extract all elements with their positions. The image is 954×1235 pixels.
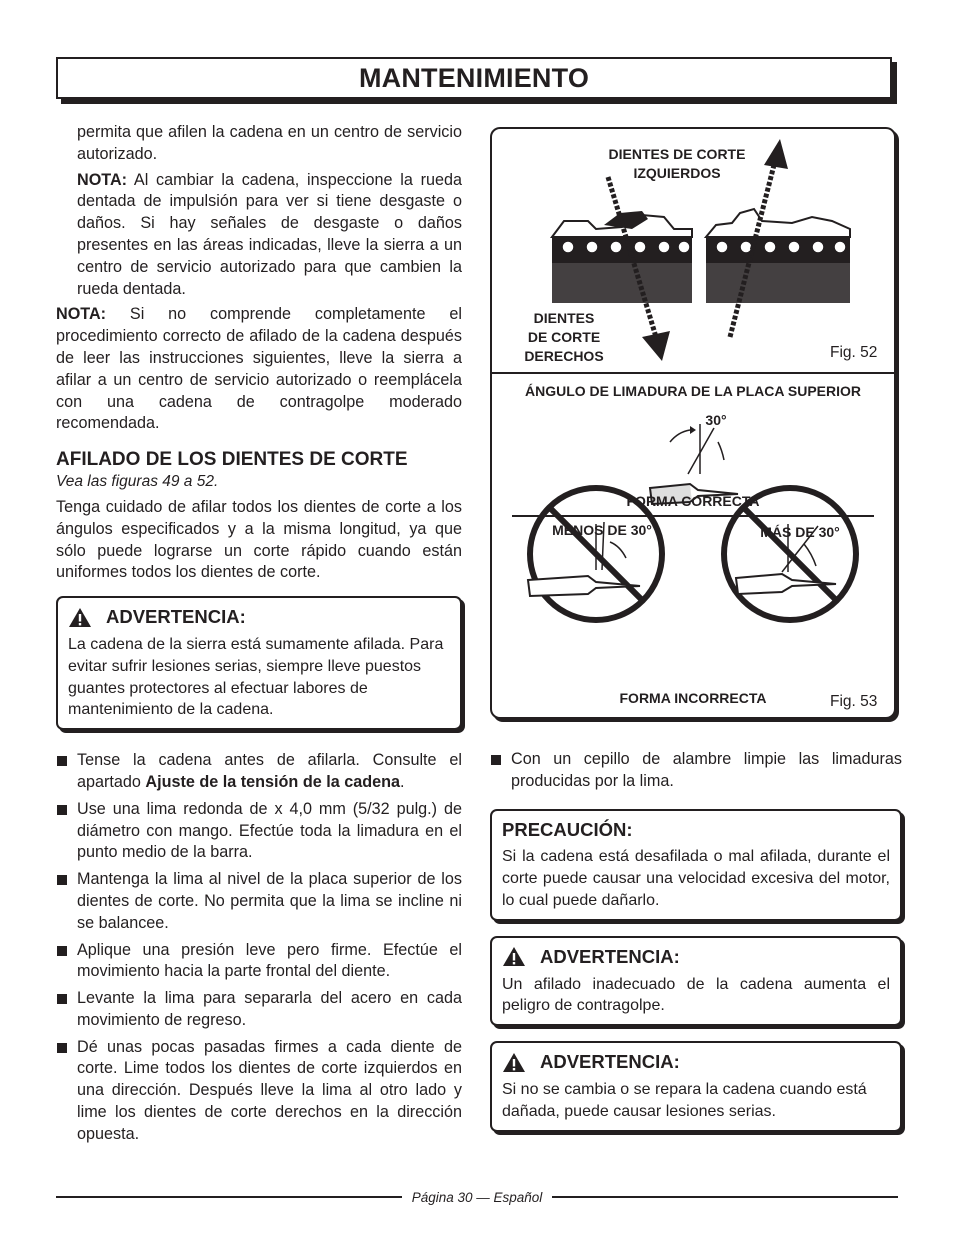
note-text: Al cambiar la cadena, inspeccione la rueda dentada de impulsión para ver si tiene desgaste o daños. Si hay señales de desgaste o daños presentes en las áreas indicadas, lleve la sierra a un centro de servicio autorizado para que cambien la rueda dentada. [77, 170, 462, 298]
label-right-teeth-1: DIENTES [533, 310, 595, 326]
page-footer [56, 1187, 898, 1207]
warning-box-gloves [56, 596, 462, 730]
warning-text: Un afilado inadecuado de la cadena aumenta el peligro de contragolpe. [502, 975, 890, 1015]
warning-box-kickback [490, 936, 902, 1026]
footer-rule-left [56, 1196, 402, 1198]
figure-52-label: Fig. 52 [830, 344, 878, 361]
note-sprocket [56, 170, 462, 301]
section-subtitle: Vea las figuras 49 a 52. [56, 473, 219, 491]
label-right-teeth-3: DERECHOS [524, 348, 604, 364]
list-item-text: Tense la cadena antes de afilarla. Consulte el apartado [77, 751, 462, 791]
footer-rule-right [552, 1196, 898, 1198]
list-item: Mantenga la lima al nivel de la placa superior de los dientes de corte. No permita que la lima se incline ni se balancee. [56, 869, 462, 934]
warning-triangle-icon [68, 607, 92, 628]
warning-triangle-icon [502, 946, 526, 967]
list-item: Use una lima redonda de x 4,0 mm (5/32 pulg.) de diámetro con mango. Efectúe toda la limadura en el punto medio de la barra. [56, 799, 462, 864]
cleaning-steps [490, 749, 902, 793]
caution-text: Si la cadena está desafilada o mal afilada, durante el corte puede causar una velocidad excesiva del motor, lo cual puede dañarlo. [502, 848, 890, 909]
angle-title: ÁNGULO DE LIMADURA DE LA PLACA SUPERIOR [525, 383, 861, 399]
list-item-end: . [400, 772, 405, 791]
note-label: NOTA: [56, 305, 107, 324]
label-correct-form: FORMA CORRECTA [626, 493, 760, 509]
note-label: NOTA: [77, 170, 128, 189]
list-item: Levante la lima para separarla del acero en cada movimiento de regreso. [56, 988, 462, 1032]
caution-box [490, 809, 902, 921]
figure-box [490, 127, 896, 719]
angle-diagrams [492, 374, 894, 714]
note-text: Si no comprende completamente el procedimiento correcto de afilado de la cadena después de leer las instrucciones siguientes, lleve la sierra a afilar a un centro de servicio autorizado o reemplácela con una cadena de contragolpe moderado recomendada. [56, 305, 462, 433]
warning-text: Si no se cambia o se repara la cadena cuando está dañada, puede causar lesiones serias. [502, 1080, 867, 1120]
warning-box-damage [490, 1041, 902, 1131]
figure-rule [512, 515, 874, 517]
section-paragraph: Tenga cuidado de afilar todos los dientes de corte a los ángulos especificados y a la misma longitud, ya que sólo puede lograrse un corte rápido cuando están uniformes todos los dientes de corte. [56, 497, 462, 582]
angle-value: 30° [705, 412, 727, 428]
list-item: Con un cepillo de alambre limpie las limaduras producidas por la lima. [490, 749, 902, 793]
footer-text: Página 30 — Español [411, 1189, 543, 1205]
right-column [490, 122, 902, 1132]
warning-triangle-icon [502, 1052, 526, 1073]
warning-title [68, 606, 450, 628]
label-left-teeth: DIENTES DE CORTE IZQUIERDOS [608, 146, 746, 181]
sharpening-steps [56, 750, 462, 1146]
left-column [56, 122, 462, 1151]
warning-title-text: ADVERTENCIA: [540, 1051, 680, 1073]
warning-title-text: ADVERTENCIA: [540, 945, 680, 967]
page-header [56, 57, 892, 99]
section-title: AFILADO DE LOS DIENTES DE CORTE [56, 449, 408, 471]
label-more-than-30: MÁS DE 30° [760, 524, 840, 540]
paragraph-continued: permita que afilen la cadena en un centro de servicio autorizado. [77, 123, 462, 163]
list-item: Aplique una presión leve pero firme. Efectúe el movimiento hacia la parte frontal del diente. [56, 940, 462, 984]
figure-53-label: Fig. 53 [830, 693, 878, 710]
warning-text: La cadena de la sierra está sumamente afilada. Para evitar sufrir lesiones serias, siempre lleve puestos guantes protectores al efectuar labores de mantenimiento de la cadena. [68, 635, 444, 719]
caution-title: PRECAUCIÓN: [502, 818, 633, 840]
warning-title [502, 1051, 890, 1073]
note-sharpening [56, 304, 462, 435]
page-title: MANTENIMIENTO [358, 62, 590, 93]
warning-title-text: ADVERTENCIA: [106, 606, 246, 628]
list-item: Dé unas pocas pasadas firmes a cada diente de corte. Lime todos los dientes de corte izquierdos en una dirección. Después lleve la lima al otro lado y lime los dientes de corte derechos en la dirección opuesta. [56, 1037, 462, 1146]
list-item [56, 750, 462, 794]
label-less-than-30: MENOS DE 30° [552, 522, 652, 538]
label-right-teeth-2: DE CORTE [527, 329, 601, 345]
list-item-bold: Ajuste de la tensión de la cadena [145, 772, 400, 791]
warning-title [502, 946, 890, 968]
label-incorrect-form: FORMA INCORRECTA [619, 690, 767, 706]
